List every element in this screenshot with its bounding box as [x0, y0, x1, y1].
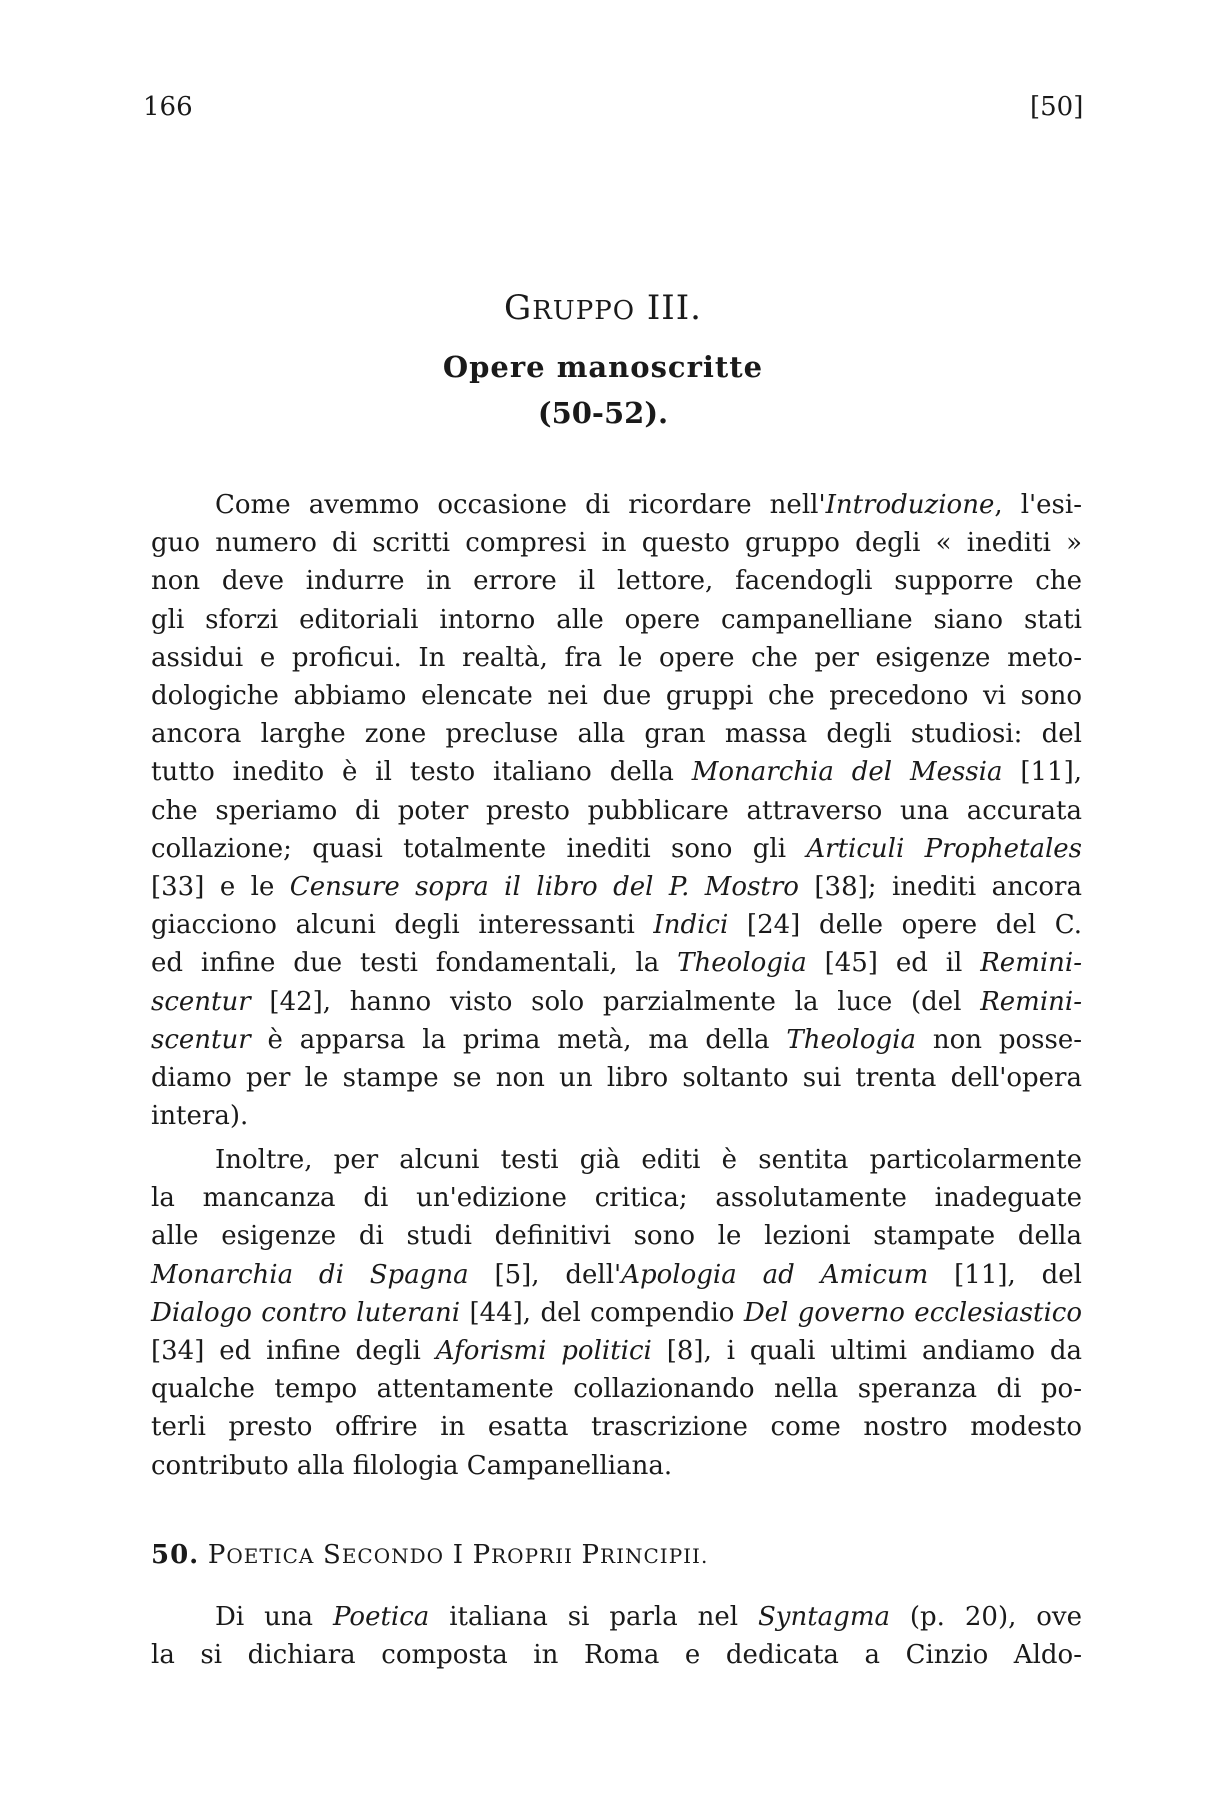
text-line: non deve indurre in errore il lettore, facendogli supporre che	[151, 566, 1082, 597]
text-line: assidui e proficui. In realtà, fra le opere che per esigenze meto-	[151, 642, 1082, 673]
section-number: 50.	[151, 1540, 200, 1570]
text-line: giacciono alcuni degli interessanti Indici [24] delle opere del C.	[151, 910, 1082, 941]
text-line: alle esigenze di studi definitivi sono le lezioni stampate della	[151, 1221, 1082, 1252]
text-line: terli presto offrire in esatta trascrizione come nostro modesto	[151, 1412, 1082, 1443]
text-line: Di una Poetica italiana si parla nel Syntagma (p. 20), ove	[215, 1602, 1082, 1632]
text-line: la mancanza di un'edizione critica; assolutamente inadeguate	[151, 1183, 1082, 1214]
section-paragraph	[151, 1598, 1082, 1674]
group-range: (50-52).	[537, 396, 669, 430]
intro-paragraph-1	[151, 486, 1082, 1135]
text-line: [34] ed infine degli Aforismi politici [8], i quali ultimi andiamo da	[151, 1336, 1082, 1367]
text-line: ancora larghe zone precluse alla gran massa degli studiosi: del	[151, 719, 1082, 750]
text-line: Monarchia di Spagna [5], dell'Apologia ad Amicum [11], del	[151, 1259, 1082, 1290]
intro-paragraph-2	[151, 1141, 1082, 1485]
text-line: che speriamo di poter presto pubblicare attraverso una accurata	[151, 795, 1082, 826]
section-reference: [50]	[1030, 92, 1084, 122]
text-line: contributo alla filologia Campanelliana.	[151, 1450, 673, 1481]
text-line: scentur è apparsa la prima metà, ma della Theologia non posse-	[151, 1024, 1082, 1055]
text-line: collazione; quasi totalmente inediti sono gli Articuli Prophetales	[151, 833, 1082, 864]
text-line: dologiche abbiamo elencate nei due gruppi che precedono vi sono	[151, 681, 1082, 712]
text-line: la si dichiara composta in Roma e dedicata a Cinzio Aldo-	[151, 1640, 1082, 1671]
text-line: ed infine due testi fondamentali, la Theologia [45] ed il Remini-	[151, 948, 1083, 979]
section-heading	[151, 1540, 708, 1570]
text-line: qualche tempo attentamente collazionando nella speranza di po-	[151, 1374, 1082, 1405]
text-line: scentur [42], hanno visto solo parzialmente la luce (del Remini-	[151, 986, 1082, 1017]
text-line: gli sforzi editoriali intorno alle opere campanelliane siano stati	[151, 604, 1082, 635]
text-line: Come avemmo occasione di ricordare nell'Introduzione, l'esi-	[215, 490, 1082, 520]
text-line: guo numero di scritti compresi in questo gruppo degli « inediti »	[151, 528, 1082, 559]
text-line: Dialogo contro luterani [44], del compendio Del governo ecclesiastico	[151, 1297, 1083, 1328]
group-heading: GRUPPO III.	[504, 288, 702, 328]
page-number: 166	[143, 92, 193, 122]
text-line: tutto inedito è il testo italiano della Monarchia del Messia [11],	[151, 757, 1082, 788]
text-line: [33] e le Censure sopra il libro del P. Mostro [38]; inediti ancora	[151, 872, 1082, 903]
section-title: POETICA SECONDO I PROPRII PRINCIPII.	[207, 1540, 709, 1570]
text-line: intera).	[151, 1101, 249, 1132]
text-line: diamo per le stampe se non un libro soltanto sui trenta dell'opera	[151, 1063, 1082, 1094]
group-subtitle: Opere manoscritte	[442, 350, 764, 384]
text-line: Inoltre, per alcuni testi già editi è sentita particolarmente	[215, 1145, 1082, 1175]
